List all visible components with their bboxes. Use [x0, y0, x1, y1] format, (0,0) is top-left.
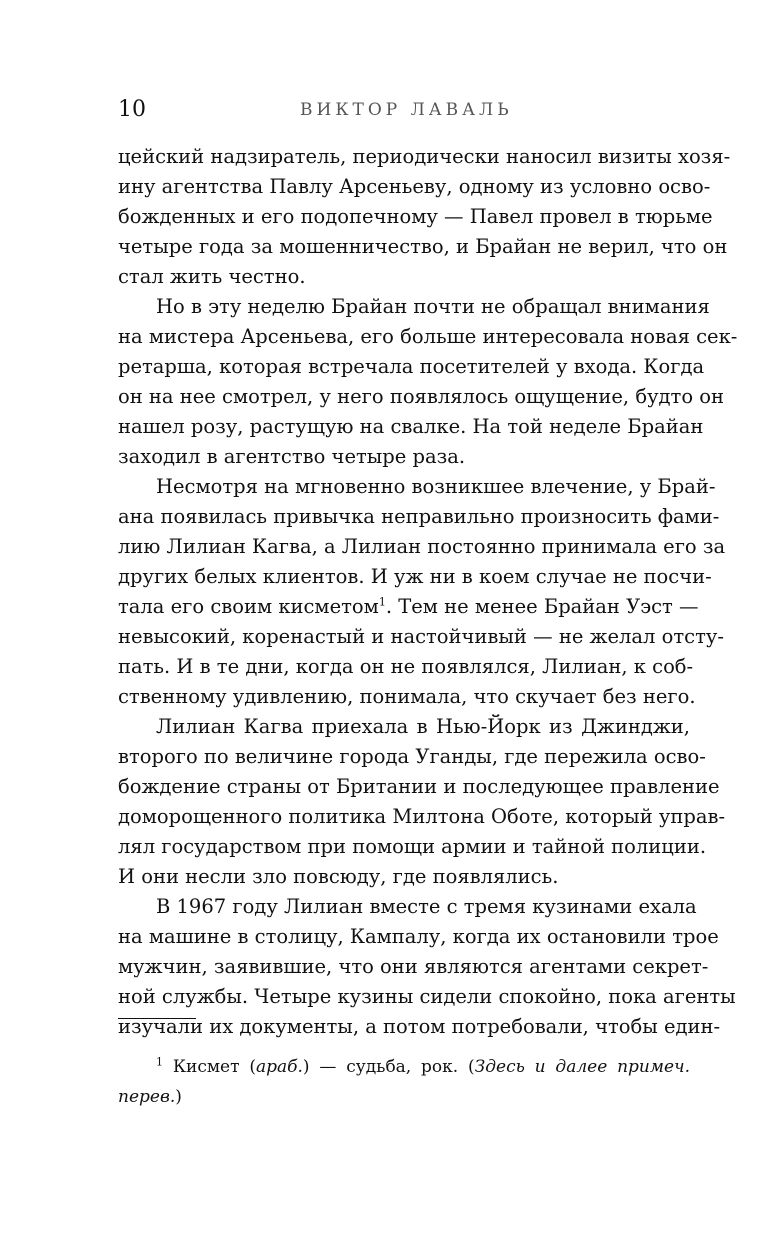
text-line: стал жить честно.	[118, 265, 306, 288]
page-number: 10	[118, 97, 146, 122]
text-fragment: тала его своим кисметом	[118, 595, 379, 618]
text-line: нашел розу, растущую на свалке. На той неделе Брайан	[118, 415, 704, 438]
footnote-note-continued: перев.	[118, 1087, 176, 1107]
footnote-line	[118, 1052, 690, 1082]
text-line: Лилиан Кагва приехала в Нью-Йорк из Джинджи,	[156, 715, 690, 738]
text-line: В 1967 году Лилиан вместе с тремя кузинами ехала	[156, 895, 697, 918]
footnote-marker: 1	[156, 1055, 163, 1069]
footnote-reference: 1	[378, 595, 386, 609]
text-line: ретарша, которая встречала посетителей у входа. Когда	[118, 355, 705, 378]
text-line: изучали их документы, а потом потребовали, чтобы един-	[118, 1015, 721, 1038]
running-head: ВИКТОР ЛАВАЛЬ	[300, 100, 513, 120]
text-line: цейский надзиратель, периодически наносил визиты хозя-	[118, 145, 731, 168]
footnote-line	[118, 1082, 690, 1112]
text-line: И они несли зло повсюду, где появлялись.	[118, 865, 559, 888]
text-line: ной службы. Четыре кузины сидели спокойно, пока агенты	[118, 985, 736, 1008]
text-line: ана появилась привычка неправильно произносить фами-	[118, 505, 720, 528]
text-line: Несмотря на мгновенно возникшее влечение, у Брай-	[156, 475, 716, 498]
footnote-term: Кисмет (	[172, 1057, 256, 1077]
text-line: мужчин, заявившие, что они являются агентами секрет-	[118, 955, 709, 978]
text-line: ину агентства Павлу Арсеньеву, одному из условно осво-	[118, 175, 711, 198]
footnote-divider	[118, 1018, 196, 1019]
text-line-with-footnote	[118, 592, 699, 622]
text-line: пать. И в те дни, когда он не появлялся, Лилиан, к соб-	[118, 655, 694, 678]
body-text	[118, 142, 738, 1042]
text-line: на машине в столицу, Кампалу, когда их остановили трое	[118, 925, 719, 948]
text-line: второго по величине города Уганды, где пережила осво-	[118, 745, 706, 768]
text-line: божденных и его подопечному — Павел провел в тюрьме	[118, 205, 713, 228]
text-fragment: . Тем не менее Брайан Уэст —	[385, 595, 699, 618]
text-line: лию Лилиан Кагва, а Лилиан постоянно принимала его за	[118, 535, 726, 558]
text-line: на мистера Арсеньева, его больше интересовала новая сек-	[118, 325, 738, 348]
text-line: Но в эту неделю Брайан почти не обращал внимания	[156, 295, 710, 318]
text-line: бождение страны от Британии и последующее правление	[118, 775, 720, 798]
text-line: заходил в агентство четыре раза.	[118, 445, 466, 468]
text-line: четыре года за мошенничество, и Брайан не верил, что он	[118, 235, 728, 258]
footnote-close: )	[175, 1087, 182, 1107]
footnote-note: Здесь и далее примеч.	[474, 1057, 691, 1077]
text-line: он на нее смотрел, у него появлялось ощущение, будто он	[118, 385, 725, 408]
text-line: других белых клиентов. И уж ни в коем случае не посчи-	[118, 565, 712, 588]
text-line: невысокий, коренастый и настойчивый — не желал отсту-	[118, 625, 724, 648]
footnote-definition: ) — судьба, рок. (	[302, 1057, 475, 1077]
text-line: лял государством при помощи армии и тайной полиции.	[118, 835, 707, 858]
footnote	[118, 1052, 690, 1112]
text-line: ственному удивлению, понимала, что скучает без него.	[118, 685, 696, 708]
footnote-language: араб.	[255, 1057, 303, 1077]
text-line: доморощенного политика Милтона Оботе, который управ-	[118, 805, 726, 828]
